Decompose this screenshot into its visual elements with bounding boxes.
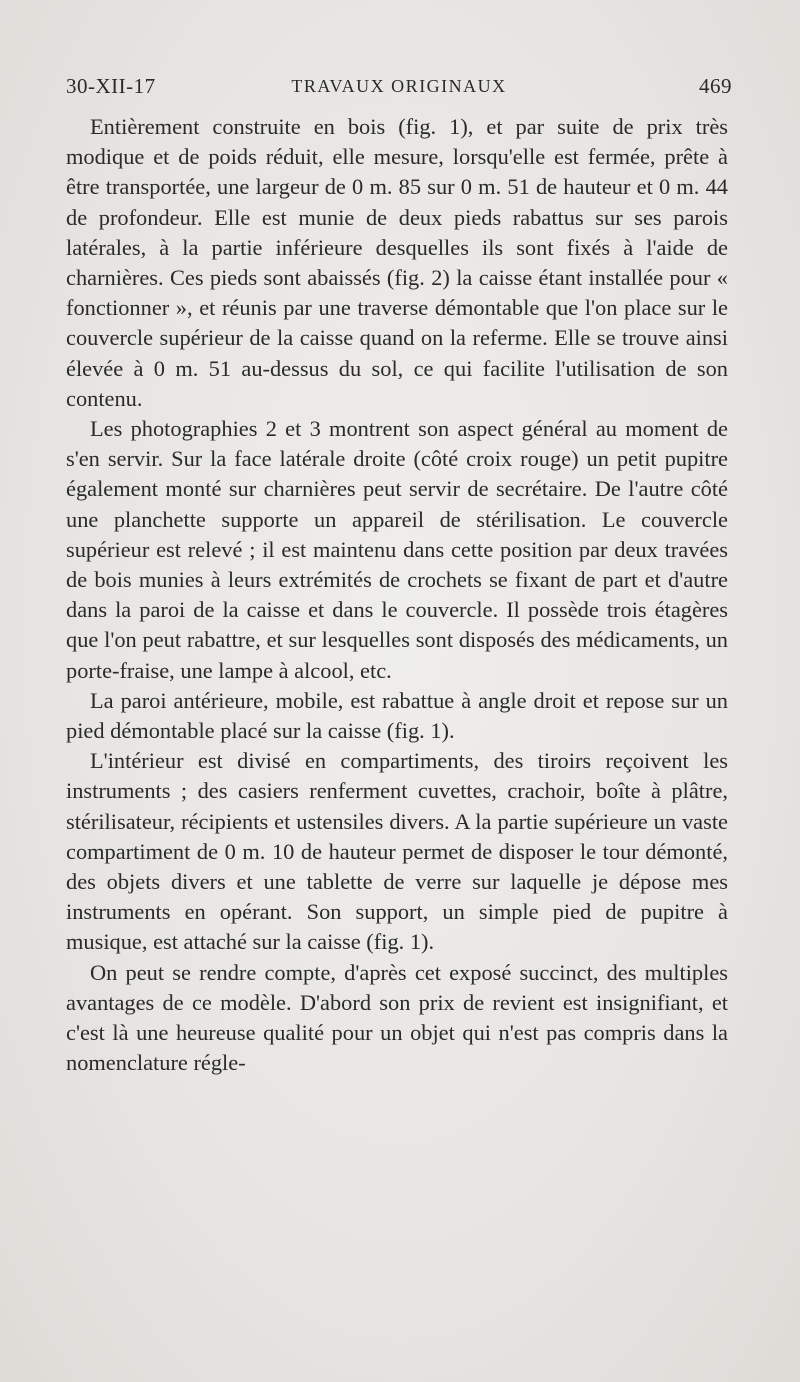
section-title: TRAVAUX ORIGINAUX — [291, 76, 507, 96]
paragraph-2: Les photographies 2 et 3 montrent son aspect général au moment de s'en servir. Sur la face latérale droite (côté croix rouge) un petit pupitre également monté sur charnières peut servir de secrétaire. De l'autre côté une planchette supporte un appareil de stérilisation. Le couvercle supérieur est relevé ; il est maintenu dans cette position par deux travées de bois munies à leurs extrémités de crochets se fixant de part et d'autre dans la paroi de la caisse et dans le couvercle. Il possède trois étagères que l'on peut rabattre, et sur lesquelles sont disposés des médicaments, un porte-fraise, une lampe à alcool, etc. — [66, 416, 728, 683]
paragraph-3: La paroi antérieure, mobile, est rabattue à angle droit et repose sur un pied démontable placé sur la caisse (fig. 1). — [66, 687, 728, 744]
body-text — [66, 112, 728, 1079]
running-head — [66, 74, 732, 104]
issue-date: 30-XII-17 — [66, 74, 156, 98]
paragraph-5: On peut se rendre compte, d'après cet exposé succinct, des multiples avantages de ce modèle. D'abord son prix de revient est insignifiant, et c'est là une heureuse qualité pour un objet qui n'est pas compris dans la nomenclature régle- — [66, 959, 728, 1076]
paragraph-4: L'intérieur est divisé en compartiments, des tiroirs reçoivent les instruments ; des casiers renferment cuvettes, crachoir, boîte à plâtre, stérilisateur, récipients et ustensiles divers. A la partie supérieure un vaste compartiment de 0 m. 10 de hauteur permet de disposer le tour démonté, des objets divers et une tablette de verre sur laquelle je dépose mes instruments en opérant. Son support, un simple pied de pupitre à musique, est attaché sur la caisse (fig. 1). — [66, 748, 728, 955]
page-number: 469 — [699, 74, 732, 98]
paragraph-1: Entièrement construite en bois (fig. 1), et par suite de prix très modique et de poids réduit, elle mesure, lorsqu'elle est fermée, prête à être transportée, une largeur de 0 m. 85 sur 0 m. 51 de hauteur et 0 m. 44 de profondeur. Elle est munie de deux pieds rabattus sur ses parois latérales, à la partie inférieure desquelles ils sont fixés à l'aide de charnières. Ces pieds sont abaissés (fig. 2) la caisse étant installée pour « fonctionner », et réunis par une traverse démontable que l'on place sur le couvercle supérieur de la caisse quand on la referme. Elle se trouve ainsi élevée à 0 m. 51 au-dessus du sol, ce qui facilite l'utilisation de son contenu. — [66, 114, 728, 411]
